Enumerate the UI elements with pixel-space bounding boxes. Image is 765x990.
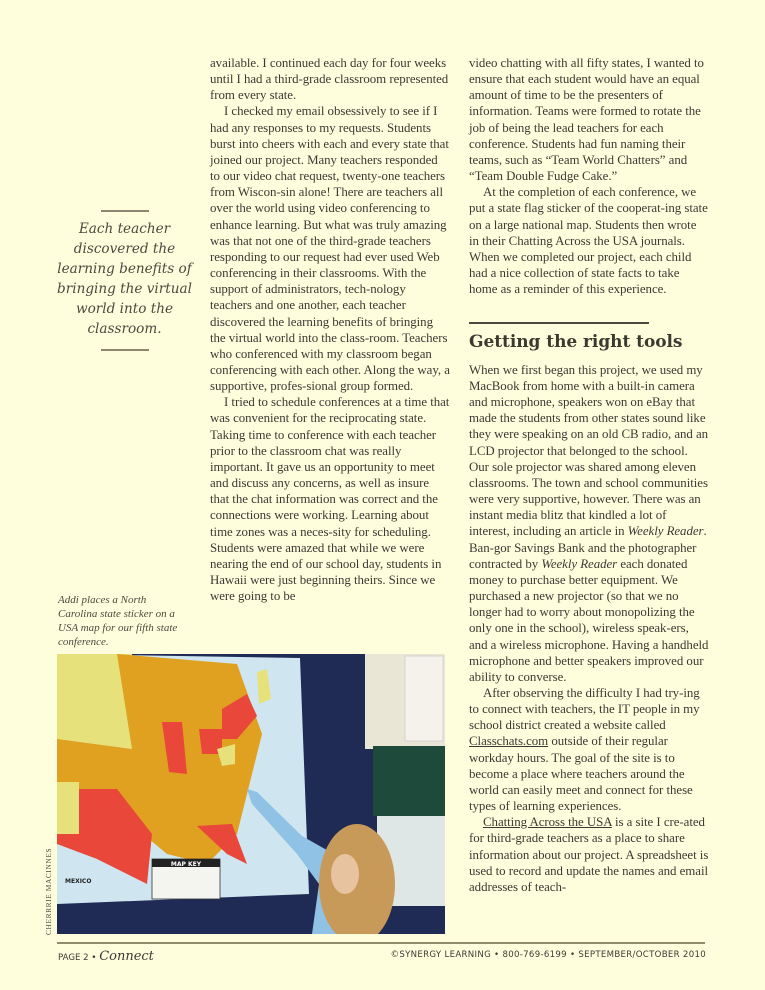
- paragraph-site: [469, 814, 709, 895]
- footer-publisher-info: ©SYNERGY LEARNING • 800-769-6199 • SEPTEMBER/OCTOBER 2010: [390, 950, 706, 960]
- photo-illustration: [57, 654, 445, 934]
- paragraph: I tried to schedule conferences at a time that was convenient for the reciprocating state. Taking time to conference with each teacher prior to the classroom chat was really important. It gave us an opportunity to meet and discuss any concerns, as well as insure that the chat information was correct and the connections were working. Learning about time zones was a neces-sity for scheduling. Students were amazed that while we were nearing the end of our school day, students in Hawaii were just beginning theirs. Since we were going to be: [210, 395, 450, 604]
- poster: [405, 656, 443, 741]
- classchats-link[interactable]: Classchats.com: [469, 734, 549, 749]
- photo-caption: Addi places a North Carolina state sticker on a USA map for our fifth state conference.: [58, 594, 178, 648]
- map-label-mexico: MEXICO: [65, 878, 92, 885]
- paragraph: available. I continued each day for four weeks until I had a third-grade classroom represented from every state.: [210, 56, 449, 103]
- student-face: [331, 854, 359, 894]
- section-divider: [469, 322, 649, 324]
- article-column-right: [469, 55, 709, 895]
- pull-quote-text: Each teacher discovered the learning benefits of bringing the virtual world into the classroom.: [57, 221, 192, 337]
- text: When we first began this project, we used my MacBook from home with a built-in camera and microphone, speakers won on eBay that made the students from other states sound like they were speaking on an old CB radio, and an LCD projector that belonged to the school. Our sole projector was shared among eleven classrooms. The town and school communities were very supportive, however. There was an instant media blitz that kindled a lot of interest, including an article in: [469, 362, 709, 539]
- footer-rule: [57, 942, 705, 944]
- text: . Ban-gor Savings Bank and the photographer contracted by: [469, 524, 707, 571]
- text: each donated money to purchase better equipment. We purchased a new projector (so that we no longer had to worry about monopolizing the only one in the school), wireless speak-ers, and a wireless microphone. Having a handheld microphone and better speakers improved our ability to converse.: [469, 556, 709, 684]
- text: outside of their regular workday hours. The goal of the site is to become a place where teachers around the world can easily meet and connect for these types of learning experiences.: [469, 734, 693, 814]
- paragraph-it: [469, 685, 709, 814]
- publication-name: Weekly Reader: [541, 556, 618, 571]
- map-state-yellow: [57, 782, 79, 834]
- map-key-label: MAP KEY: [170, 861, 202, 868]
- paragraph-tools: [469, 362, 709, 685]
- text: After observing the difficulty I had try-ing to connect with teachers, the IT people in my school district created a website called: [469, 685, 700, 733]
- paragraph: I checked my email obsessively to see if I had any responses to my requests. Students burst into cheers with each and every state that joined our project. Many teachers responded to our video chat request, twenty-one teachers from Wiscon-sin alone! There are teachers all over the world using video conferencing to enhance learning. But what was truly amazing was that not one of the third-grade teachers responding to our request had ever used Web conferencing in their classrooms. With the support of administrators, tech-nology teachers and one another, each teacher discovered the learning benefits of bringing the virtual world into the class-room. Teachers who conferenced with my classroom began conferencing with each other. Along the way, a supportive, profes-sional group formed.: [210, 104, 450, 394]
- paragraph: At the completion of each conference, we put a state flag sticker of the cooperat-ing state on a large national map. Students then wrote in their Chatting Across the USA journals. When we completed our project, each child had a nice collection of state facts to take home as a reminder of this experience.: [469, 185, 708, 297]
- page-number: PAGE 2 •: [58, 953, 100, 963]
- page-footer: [58, 947, 706, 963]
- paragraph: video chatting with all fifty states, I wanted to ensure that each student would have an equal amount of time to be the presenters of information. Teams were formed to rotate the job of being the lead teachers for each conference. Students had fun naming their teams, such as “Team World Chatters” and “Team Double Fudge Cake.”: [469, 56, 704, 184]
- footer-left: [58, 949, 154, 964]
- classroom-map-photo: [57, 654, 445, 934]
- pull-quote-top-rule: [101, 210, 149, 212]
- publication-title: Connect: [99, 949, 154, 964]
- curtain: [373, 746, 445, 816]
- pull-quote-bottom-rule: [101, 349, 149, 351]
- publication-name: Weekly Reader: [627, 524, 704, 539]
- text: is a site I cre-ated for third-grade teachers as a place to share information about our project. A spreadsheet is used to record and update the names and email addresses of teach-: [469, 815, 709, 894]
- article-column-middle: [210, 55, 450, 604]
- photo-credit: CHERRRIE MACINNES: [44, 847, 53, 935]
- section-heading: Getting the right tools: [469, 331, 683, 352]
- pull-quote: [57, 210, 192, 351]
- chatting-across-usa-link[interactable]: Chatting Across the USA: [483, 815, 612, 830]
